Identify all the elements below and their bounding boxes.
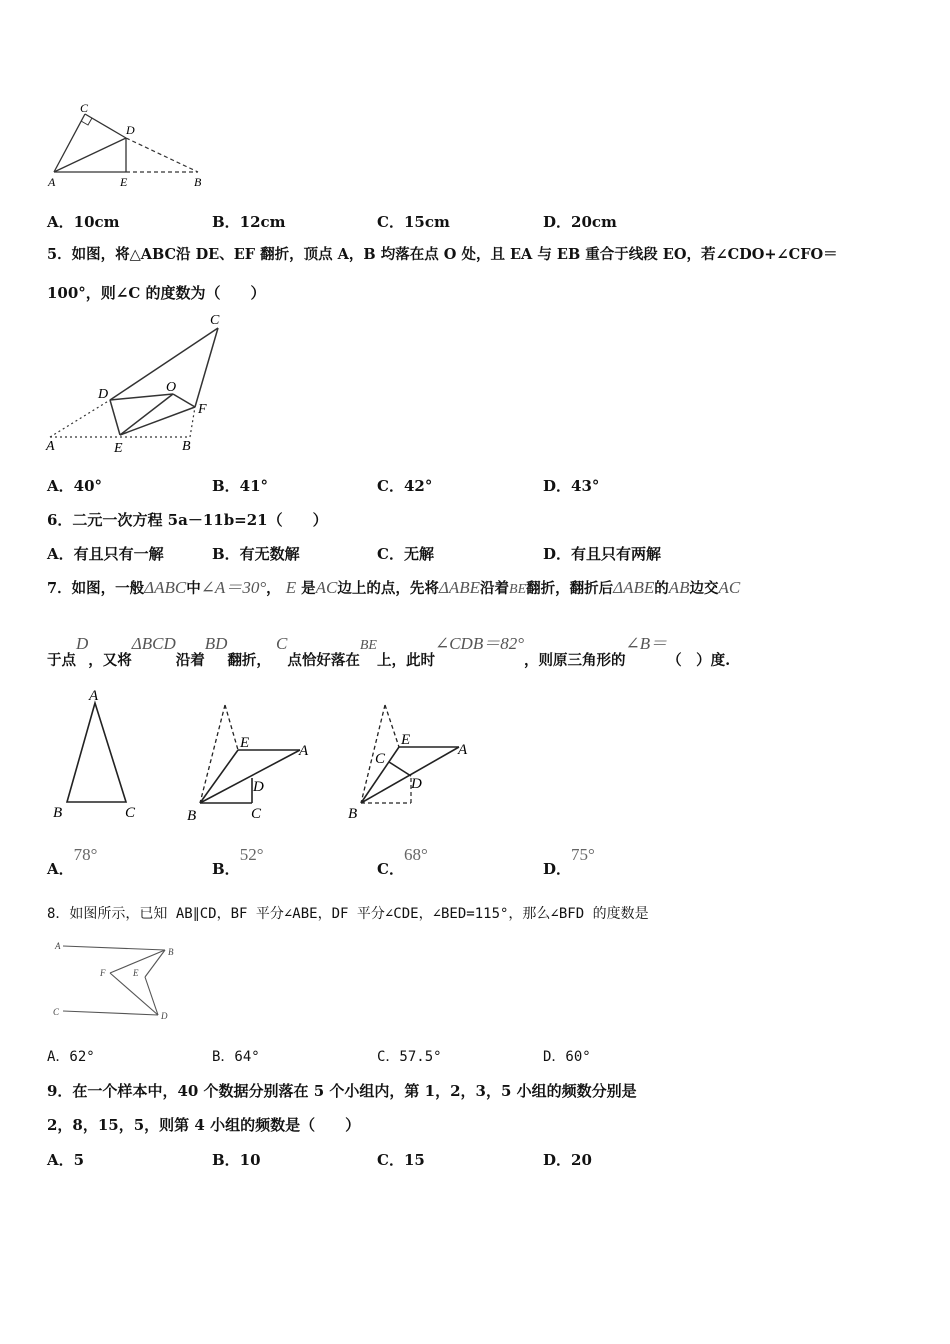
- q7-math-16: ∠B＝: [625, 634, 668, 653]
- q7-math-6: BE: [509, 582, 527, 597]
- q7-math-10: D: [76, 634, 89, 653]
- q5-label-d: D: [98, 387, 109, 402]
- q7-option-c-letter: C．: [377, 860, 404, 878]
- q7-math-12: BD: [204, 634, 228, 653]
- q4-option-a: A．10cm: [47, 213, 120, 231]
- q9-option-c: C．15: [377, 1151, 425, 1169]
- q8-option-a: A．62°: [47, 1049, 95, 1065]
- q6-option-a: A．有且只有一解: [47, 545, 164, 563]
- q7-text-8: 的: [654, 580, 669, 597]
- q7-fig2-label-e: E: [240, 735, 250, 751]
- q7-math-11: ΔBCD: [131, 634, 176, 653]
- q5-option-c: C．42°: [377, 477, 433, 495]
- q5-option-d: D．43°: [543, 477, 600, 495]
- q7-option-b: [212, 845, 264, 885]
- q7-option-d-value: 75°: [571, 845, 595, 864]
- q7-option-b-value: 52°: [239, 845, 264, 864]
- q5-label-b: B: [182, 439, 191, 454]
- q7-math-2: ∠A＝30°: [200, 578, 267, 597]
- q7-text-7: 翻折，翻折后: [526, 580, 614, 597]
- q9-option-a: A．5: [47, 1151, 85, 1169]
- q7-text-10: 于点: [47, 652, 76, 669]
- q8-label-d: D: [161, 1011, 168, 1021]
- q4-label-c: C: [80, 101, 89, 115]
- q9-question-line2: 2，8，15，5，则第 4 小组的频数是（ ）: [47, 1116, 361, 1134]
- q7-math-5: ΔABE: [438, 578, 481, 597]
- q7-text-2: 中: [186, 580, 201, 597]
- q8-label-a: A: [55, 941, 61, 951]
- q4-option-d: D．20cm: [543, 213, 617, 231]
- q7-fig2-label-d: D: [253, 779, 264, 795]
- q5-option-a: A．40°: [47, 477, 103, 495]
- q5-question-line1: 5．如图，将△ABC沿 DE、EF 翻折，顶点 A，B 均落在点 O 处，且 EA 与 EB 重合于线段 EO，若∠CDO+∠CFO＝: [47, 246, 838, 263]
- q8-question: 8．如图所示，已知 AB∥CD，BF 平分∠ABE，DF 平分∠CDE，∠BED=115°，那么∠BFD 的度数是: [47, 906, 649, 922]
- q5-question-line2: 100°，则∠C 的度数为（ ）: [47, 284, 266, 302]
- q4-label-a: A: [48, 175, 56, 189]
- q6-question: 6．二元一次方程 5a－11b=21（ ）: [47, 511, 328, 529]
- q7-math-9: AC: [718, 578, 741, 597]
- q7-math-3: E: [285, 578, 297, 597]
- q7-figure-2: [182, 700, 322, 830]
- q9-option-d: D．20: [543, 1151, 592, 1169]
- q7-text-13: 翻折，: [227, 652, 271, 669]
- q7-text-14: 点恰好落在: [287, 652, 360, 669]
- q7-math-13: C: [276, 634, 288, 653]
- q5-option-b: B．41°: [212, 477, 269, 495]
- q5-label-f: F: [198, 402, 207, 417]
- q7-math-7: ΔABE: [613, 578, 655, 597]
- q7-text-5: 边上的点，先将: [337, 580, 439, 597]
- q5-label-c: C: [210, 313, 220, 328]
- q8-label-b: B: [168, 947, 174, 957]
- q8-label-e: E: [133, 968, 139, 978]
- q7-fig3-label-e: E: [401, 732, 411, 748]
- q7-option-c: [377, 845, 428, 885]
- q8-figure: [45, 935, 205, 1030]
- q6-option-d: D．有且只有两解: [543, 545, 662, 563]
- q4-label-e: E: [120, 175, 128, 189]
- q7-figure-1: [45, 685, 155, 825]
- q4-label-b: B: [194, 175, 202, 189]
- q5-label-o: O: [166, 380, 177, 395]
- q7-question-line1: [47, 578, 740, 600]
- q7-fig3-label-c: C: [375, 751, 386, 767]
- q7-fig1-label-a: A: [89, 688, 99, 704]
- q7-option-c-value: 68°: [403, 845, 428, 864]
- q7-fig3-label-d: D: [411, 776, 422, 792]
- q7-fig3-label-b: B: [348, 806, 358, 822]
- q7-text-3: ，: [266, 580, 281, 597]
- q7-fig2-label-c: C: [251, 806, 262, 822]
- q8-option-c: C．57.5°: [377, 1049, 442, 1065]
- q7-option-a: [47, 845, 97, 885]
- q7-text-1: 7．如图，一般: [47, 580, 145, 597]
- q7-fig2-label-a: A: [299, 743, 309, 759]
- q7-text-11: ，又将: [88, 652, 132, 669]
- q7-text-4: 是: [301, 580, 316, 597]
- q9-option-b: B．10: [212, 1151, 261, 1169]
- q7-math-14: BE: [359, 638, 377, 653]
- q7-text-12: 沿着: [175, 652, 205, 669]
- q9-question-line1: 9．在一个样本中，40 个数据分别落在 5 个小组内，第 1，2，3，5 小组的频数分别是: [47, 1082, 637, 1100]
- q4-option-c: C．15cm: [377, 213, 450, 231]
- q5-label-e: E: [114, 441, 123, 455]
- q6-option-b: B．有无数解: [212, 545, 300, 563]
- q4-label-d: D: [126, 123, 135, 137]
- q8-label-c: C: [53, 1007, 60, 1017]
- q7-text-9: 边交: [689, 580, 719, 597]
- q7-option-d: [543, 845, 595, 885]
- q7-text-15: 上，此时: [376, 652, 435, 669]
- q7-fig1-label-c: C: [125, 805, 136, 821]
- q7-math-1: ΔABC: [144, 578, 187, 597]
- q7-math-15: ∠CDB＝82°: [434, 634, 524, 653]
- q7-fig1-label-b: B: [53, 805, 63, 821]
- q8-option-d: D．60°: [543, 1049, 591, 1065]
- q5-label-a: A: [46, 439, 55, 454]
- q7-option-b-letter: B．: [212, 860, 240, 878]
- q7-option-a-value: 78°: [73, 845, 98, 864]
- q4-option-b: B．12cm: [212, 213, 286, 231]
- q8-label-f: F: [100, 968, 106, 978]
- q7-option-d-letter: D．: [543, 860, 572, 878]
- q7-fig3-label-a: A: [458, 742, 468, 758]
- q7-figure-3: [345, 700, 485, 830]
- q7-math-4: AC: [315, 578, 338, 597]
- q7-option-a-letter: A．: [47, 860, 74, 878]
- q7-math-8: AB: [668, 578, 690, 597]
- q7-text-17: （ ）度.: [667, 652, 731, 669]
- q7-text-16: ，则原三角形的: [524, 652, 626, 669]
- q8-option-b: B．64°: [212, 1049, 260, 1065]
- q7-fig2-label-b: B: [187, 808, 197, 824]
- q7-question-line2: [47, 630, 730, 670]
- q4-figure: [40, 98, 215, 193]
- q7-text-6: 沿着: [480, 580, 510, 597]
- q5-figure: [40, 310, 240, 455]
- q6-option-c: C．无解: [377, 545, 434, 563]
